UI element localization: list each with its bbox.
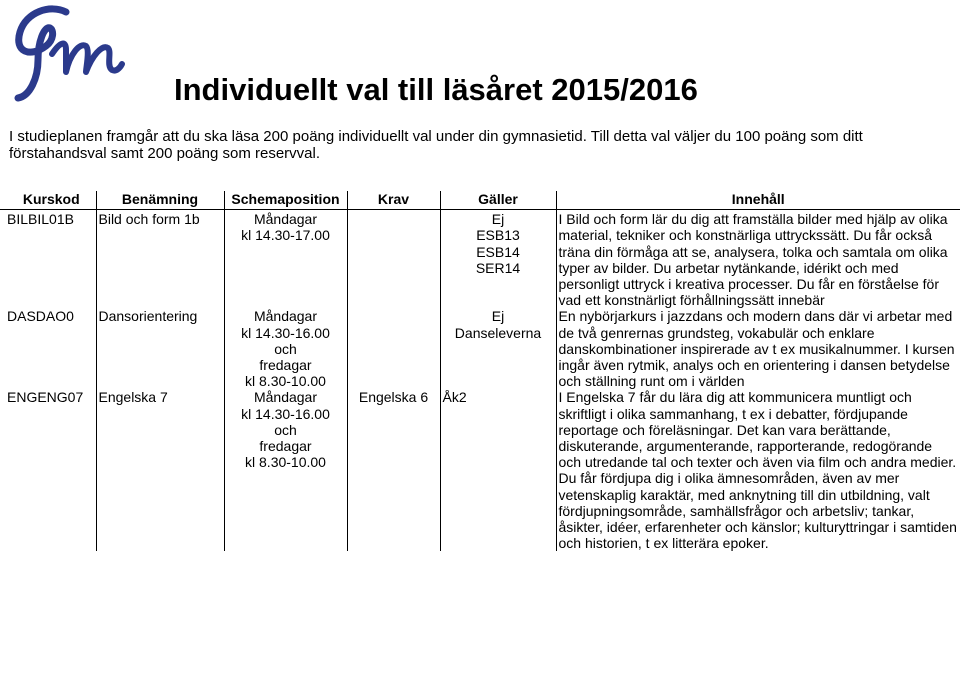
table-row — [0, 389, 960, 551]
column-header-kurskod: Kurskod — [0, 191, 96, 210]
cell-krav: Engelska 6 — [347, 389, 440, 551]
cell-krav — [347, 210, 440, 309]
course-table — [0, 191, 960, 551]
cell-benamning: Engelska 7 — [96, 389, 224, 551]
table-header-row — [0, 191, 960, 210]
table-row — [0, 210, 960, 309]
table-row — [0, 308, 960, 389]
cell-krav — [347, 308, 440, 389]
column-header-schemaposition: Schemaposition — [224, 191, 347, 210]
cell-galler: Ej Danseleverna — [440, 308, 556, 389]
column-header-krav: Krav — [347, 191, 440, 210]
cell-innehall: En nybörjarkurs i jazzdans och modern dans där vi arbetar med de två genrernas grundsteg, vokabulär och enklare danskombinationer inspirerade av t ex musikalnummer. I kursen ingår även rytmik, analys och en orientering i dansen betydelse och ställning runt om i världen — [556, 308, 960, 389]
cell-galler: Åk2 — [440, 389, 556, 551]
cell-innehall: I Bild och form lär du dig att framställa bilder med hjälp av olika material, tekniker och konstnärliga uttryckssätt. Du får också träna din förmåga att se, analysera, tolka och samtala om olika typer av bilder. Du arbetar nytänkande, idérikt och med personligt uttryck i kreativa processer. Du får en förståelse för vad ett konstnärligt förhållningssätt innebär — [556, 210, 960, 309]
cell-innehall: I Engelska 7 får du lära dig att kommunicera muntligt och skriftligt i olika sammanhang, t ex i debatter, fördjupande reportage och föreläsningar. Det kan vara berättande, diskuterande, argumenterande, rapporterande, redogörande och utredande tal och texter och även via film och andra medier. Du får fördjupa dig i olika ämnesområden, även av mer vetenskaplig karaktär, med anknytning till din utbildning, valt fördjupningsområde, samhällsfrågor och arbetsliv; tankar, åsikter, idéer, erfarenheter och känslor; kulturyttringar i samtiden och historien, t ex litterära epoker. — [556, 389, 960, 551]
cell-benamning: Bild och form 1b — [96, 210, 224, 309]
cell-kurskod: BILBIL01B — [7, 211, 74, 228]
page-title: Individuellt val till läsåret 2015/2016 — [174, 72, 698, 107]
cell-benamning: Dansorientering — [96, 308, 224, 389]
cell-schemaposition: Måndagar kl 14.30-16.00 och fredagar kl 8.30-10.00 — [224, 308, 347, 389]
column-header-galler: Gäller — [440, 191, 556, 210]
cell-galler: Ej ESB13 ESB14 SER14 — [440, 210, 556, 309]
intro-text: I studieplanen framgår att du ska läsa 200 poäng individuellt val under din gymnasietid. Till detta val väljer du 100 poäng som ditt förstahandsval samt 200 poäng som reservval. — [9, 128, 863, 162]
cell-kurskod: DASDAO0 — [7, 308, 74, 325]
gm-logo — [8, 2, 126, 102]
column-header-benamning: Benämning — [96, 191, 224, 210]
cell-schemaposition: Måndagar kl 14.30-17.00 — [224, 210, 347, 309]
cell-schemaposition: Måndagar kl 14.30-16.00 och fredagar kl 8.30-10.00 — [224, 389, 347, 551]
column-header-innehall: Innehåll — [556, 191, 960, 210]
cell-kurskod: ENGENG07 — [7, 389, 84, 406]
